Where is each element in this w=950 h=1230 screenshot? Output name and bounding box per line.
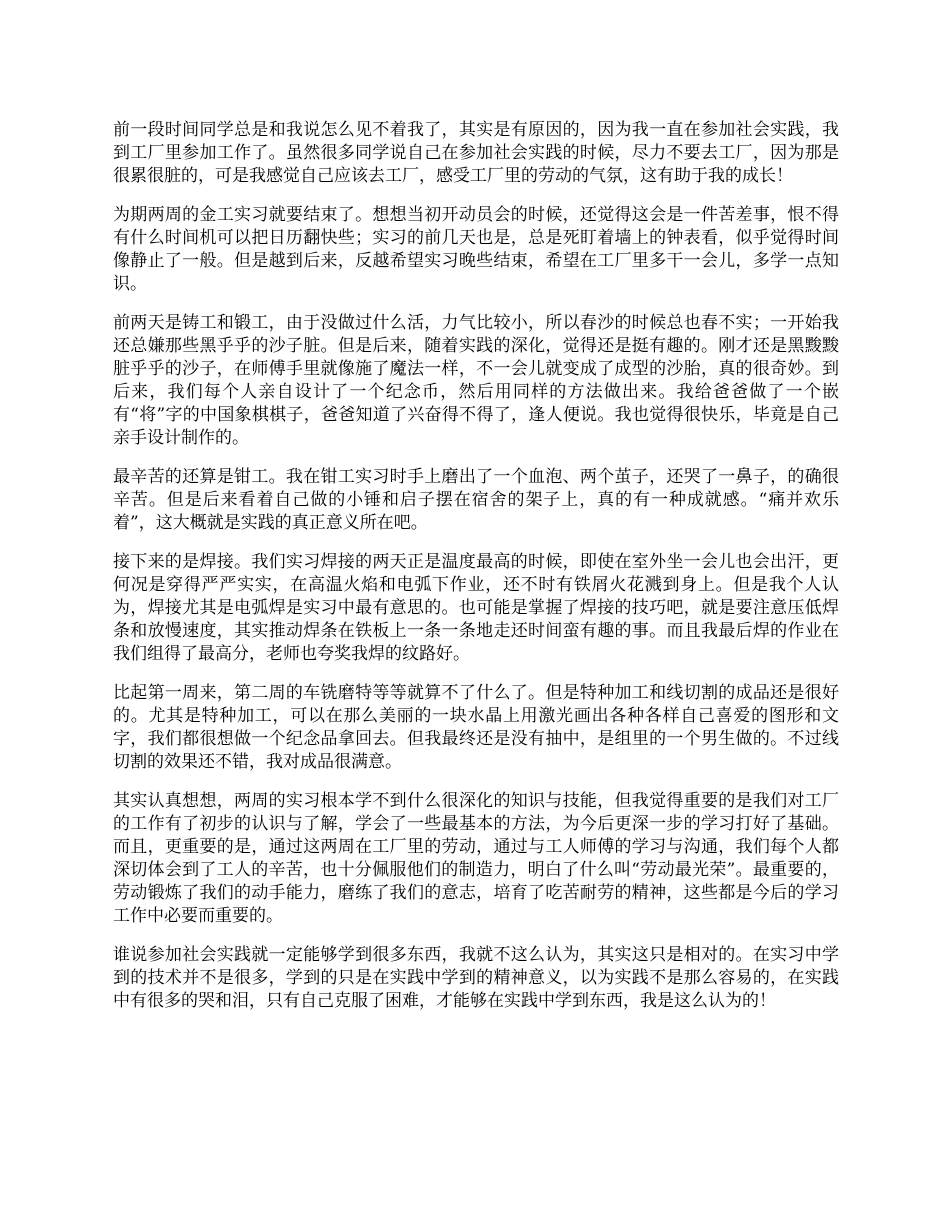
paragraph-3: 前两天是铸工和锻工，由于没做过什么活，力气比较小，所以春沙的时候总也春不实；一开始我还总嫌那些黑乎乎的沙子脏。但是后来，随着实践的深化，觉得还是挺有趣的。刚才还是黑黢黢脏乎乎的沙子，在师傅手里就像施了魔法一样，不一会儿就变成了成型的沙胎，真的很奇妙。到后来，我们每个人亲自设计了一个纪念币，然后用同样的方法做出来。我给爸爸做了一个嵌有“将”字的中国象棋棋子，爸爸知道了兴奋得不得了，逢人便说。我也觉得很快乐，毕竟是自己亲手设计制作的。: [113, 313, 839, 448]
paragraph-5: 接下来的是焊接。我们实习焊接的两天正是温度最高的时候，即使在室外坐一会儿也会出汗，更何况是穿得严严实实，在高温火焰和电弧下作业，还不时有铁屑火花溅到身上。但是我个人认为，焊接尤其是电弧焊是实习中最有意思的。也可能是掌握了焊接的技巧吧，就是要注意压低焊条和放慢速度，其实推动焊条在铁板上一条一条地走还时间蛮有趣的事。而且我最后焊的作业在我们组得了最高分，老师也夸奖我焊的纹路好。: [113, 552, 839, 664]
paragraph-6: 比起第一周来，第二周的车铣磨特等等就算不了什么了。但是特种加工和线切割的成品还是很好的。尤其是特种加工，可以在那么美丽的一块水晶上用激光画出各种各样自己喜爱的图形和文字，我们都很想做一个纪念品拿回去。但我最终还是没有抽中，是组里的一个男生做的。不过线切割的效果还不错，我对成品很满意。: [113, 683, 839, 772]
paragraph-4: 最辛苦的还算是钳工。我在钳工实习时手上磨出了一个血泡、两个茧子，还哭了一鼻子，的确很辛苦。但是后来看着自己做的小锤和启子摆在宿舍的架子上，真的有一种成就感。“痛并欢乐着”，这大概就是实践的真正意义所在吧。: [113, 467, 839, 533]
paragraph-8: 谁说参加社会实践就一定能够学到很多东西，我就不这么认为，其实这只是相对的。在实习中学到的技术并不是很多，学到的只是在实践中学到的精神意义，以为实践不是那么容易的，在实践中有很多的哭和泪，只有自己克服了困难，才能够在实践中学到东西，我是这么认为的！: [113, 945, 839, 1011]
paragraph-2: 为期两周的金工实习就要结束了。想想当初开动员会的时候，还觉得这会是一件苦差事，恨不得有什么时间机可以把日历翻快些；实习的前几天也是，总是死盯着墙上的钟表看，似乎觉得时间像静止了一般。但是越到后来，反越希望实习晚些结束，希望在工厂里多干一会儿，多学一点知识。: [113, 205, 839, 294]
paragraph-7: 其实认真想想，两周的实习根本学不到什么很深化的知识与技能，但我觉得重要的是我们对工厂的工作有了初步的认识与了解，学会了一些最基本的方法，为今后更深一步的学习打好了基础。而且，更重要的是，通过这两周在工厂里的劳动，通过与工人师傅的学习与沟通，我们每个人都深切体会到了工人的辛苦，也十分佩服他们的制造力，明白了什么叫“劳动最光荣”。最重要的，劳动锻炼了我们的动手能力，磨练了我们的意志，培育了吃苦耐劳的精神，这些都是今后的学习工作中必要而重要的。: [113, 791, 839, 926]
paragraph-1: 前一段时间同学总是和我说怎么见不着我了，其实是有原因的，因为我一直在参加社会实践，我到工厂里参加工作了。虽然很多同学说自己在参加社会实践的时候，尽力不要去工厂，因为那是很累很脏的，可是我感觉自己应该去工厂，感受工厂里的劳动的气氛，这有助于我的成长！: [113, 120, 839, 186]
document-body: [113, 119, 839, 1029]
